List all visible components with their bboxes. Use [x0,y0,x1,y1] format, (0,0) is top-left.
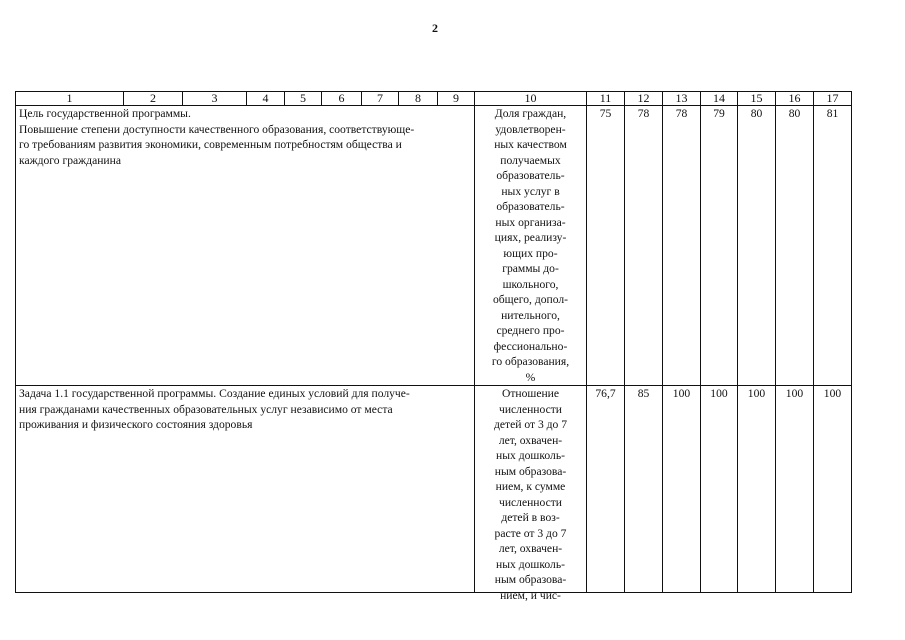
indicator-line: детей в воз- [501,511,560,524]
column-number: 17 [814,92,852,106]
indicator-line: лет, охвачен- [498,433,563,447]
column-number: 11 [587,92,625,106]
indicator-line: ных дошколь- [496,557,565,571]
indicator-line: ным образова- [494,464,567,478]
indicator-line: циях, реализу- [494,231,567,244]
indicator-line: % [525,370,536,384]
column-number: 3 [183,92,247,106]
indicator-line: образователь- [496,200,565,213]
indicator-value: 80 [776,106,814,386]
indicator-value: 85 [625,386,663,593]
goal-line: проживания и физического состояния здоровья [19,418,253,431]
indicator-line: ным образова- [494,573,567,586]
indicator-line: ных качеством [494,138,567,151]
indicator-value: 100 [701,386,738,593]
table-row [16,386,852,593]
page-number: 2 [432,21,438,35]
column-number-row [16,92,852,106]
indicator-line: ющих про- [503,246,558,260]
indicator-line: нием, и чис- [500,588,561,602]
column-number: 9 [438,92,475,106]
indicator-line: общего, допол- [492,293,569,306]
indicator-line: Отношение [501,387,560,400]
column-number: 7 [362,92,399,106]
column-number: 10 [475,92,587,106]
indicator-clip [475,386,586,602]
goal-line: ния гражданами качественных образовательных услуг независимо от места [19,402,393,416]
goal-line: каждого гражданина [19,153,121,167]
indicator-line: нительного, [501,308,560,322]
goal-text-cell [16,386,475,593]
column-number: 14 [701,92,738,106]
goal-line: Задача 1.1 государственной программы. Создание единых условий для получе- [19,387,410,400]
goal-line: Цель государственной программы. [19,107,191,120]
indicator-line: удовлетворен- [495,122,566,136]
indicator-line: численности [498,495,563,509]
indicator-value: 100 [776,386,814,593]
indicator-line: ных дошколь- [496,449,565,462]
goal-text-cell [16,106,475,386]
column-number: 16 [776,92,814,106]
indicator-line: школьного, [502,277,559,291]
table-row [16,106,852,386]
indicator-line: численности [498,402,563,416]
column-number: 8 [399,92,438,106]
column-number: 2 [124,92,183,106]
indicator-line: получаемых [500,153,561,167]
column-number: 6 [322,92,362,106]
indicator-value: 100 [738,386,776,593]
indicator-line: Доля граждан, [494,107,567,120]
goal-line: го требованиям развития экономики, современным потребностям общества и [19,138,402,151]
indicator-line: детей от 3 до 7 [493,418,568,431]
column-number: 4 [247,92,285,106]
column-number: 15 [738,92,776,106]
indicator-line: нием, к сумме [495,480,566,493]
indicator-value: 100 [663,386,701,593]
indicator-value: 75 [587,106,625,386]
goal-line: Повышение степени доступности качественного образования, соответствующе- [19,122,415,136]
indicator-line: ных организа- [495,215,566,229]
indicator-line: фессионально- [493,339,568,353]
indicator-line: го образования, [491,355,570,368]
indicator-value: 79 [701,106,738,386]
indicator-line: лет, охвачен- [498,542,563,555]
indicator-cell [475,106,587,386]
indicator-value: 78 [663,106,701,386]
column-number: 13 [663,92,701,106]
indicator-line: ных услуг в [501,184,560,198]
indicator-line: среднего про- [496,324,565,337]
column-number: 5 [285,92,322,106]
indicator-value: 76,7 [587,386,625,593]
indicator-value: 80 [738,106,776,386]
column-number: 1 [16,92,124,106]
column-number: 12 [625,92,663,106]
program-indicators-table [15,91,852,602]
indicator-value: 78 [625,106,663,386]
indicator-value: 100 [814,386,852,593]
indicator-line: расте от 3 до 7 [494,526,567,540]
indicator-value: 81 [814,106,852,386]
indicator-cell [475,386,587,602]
indicator-line: граммы до- [502,262,559,275]
indicator-line: образователь- [496,169,565,182]
